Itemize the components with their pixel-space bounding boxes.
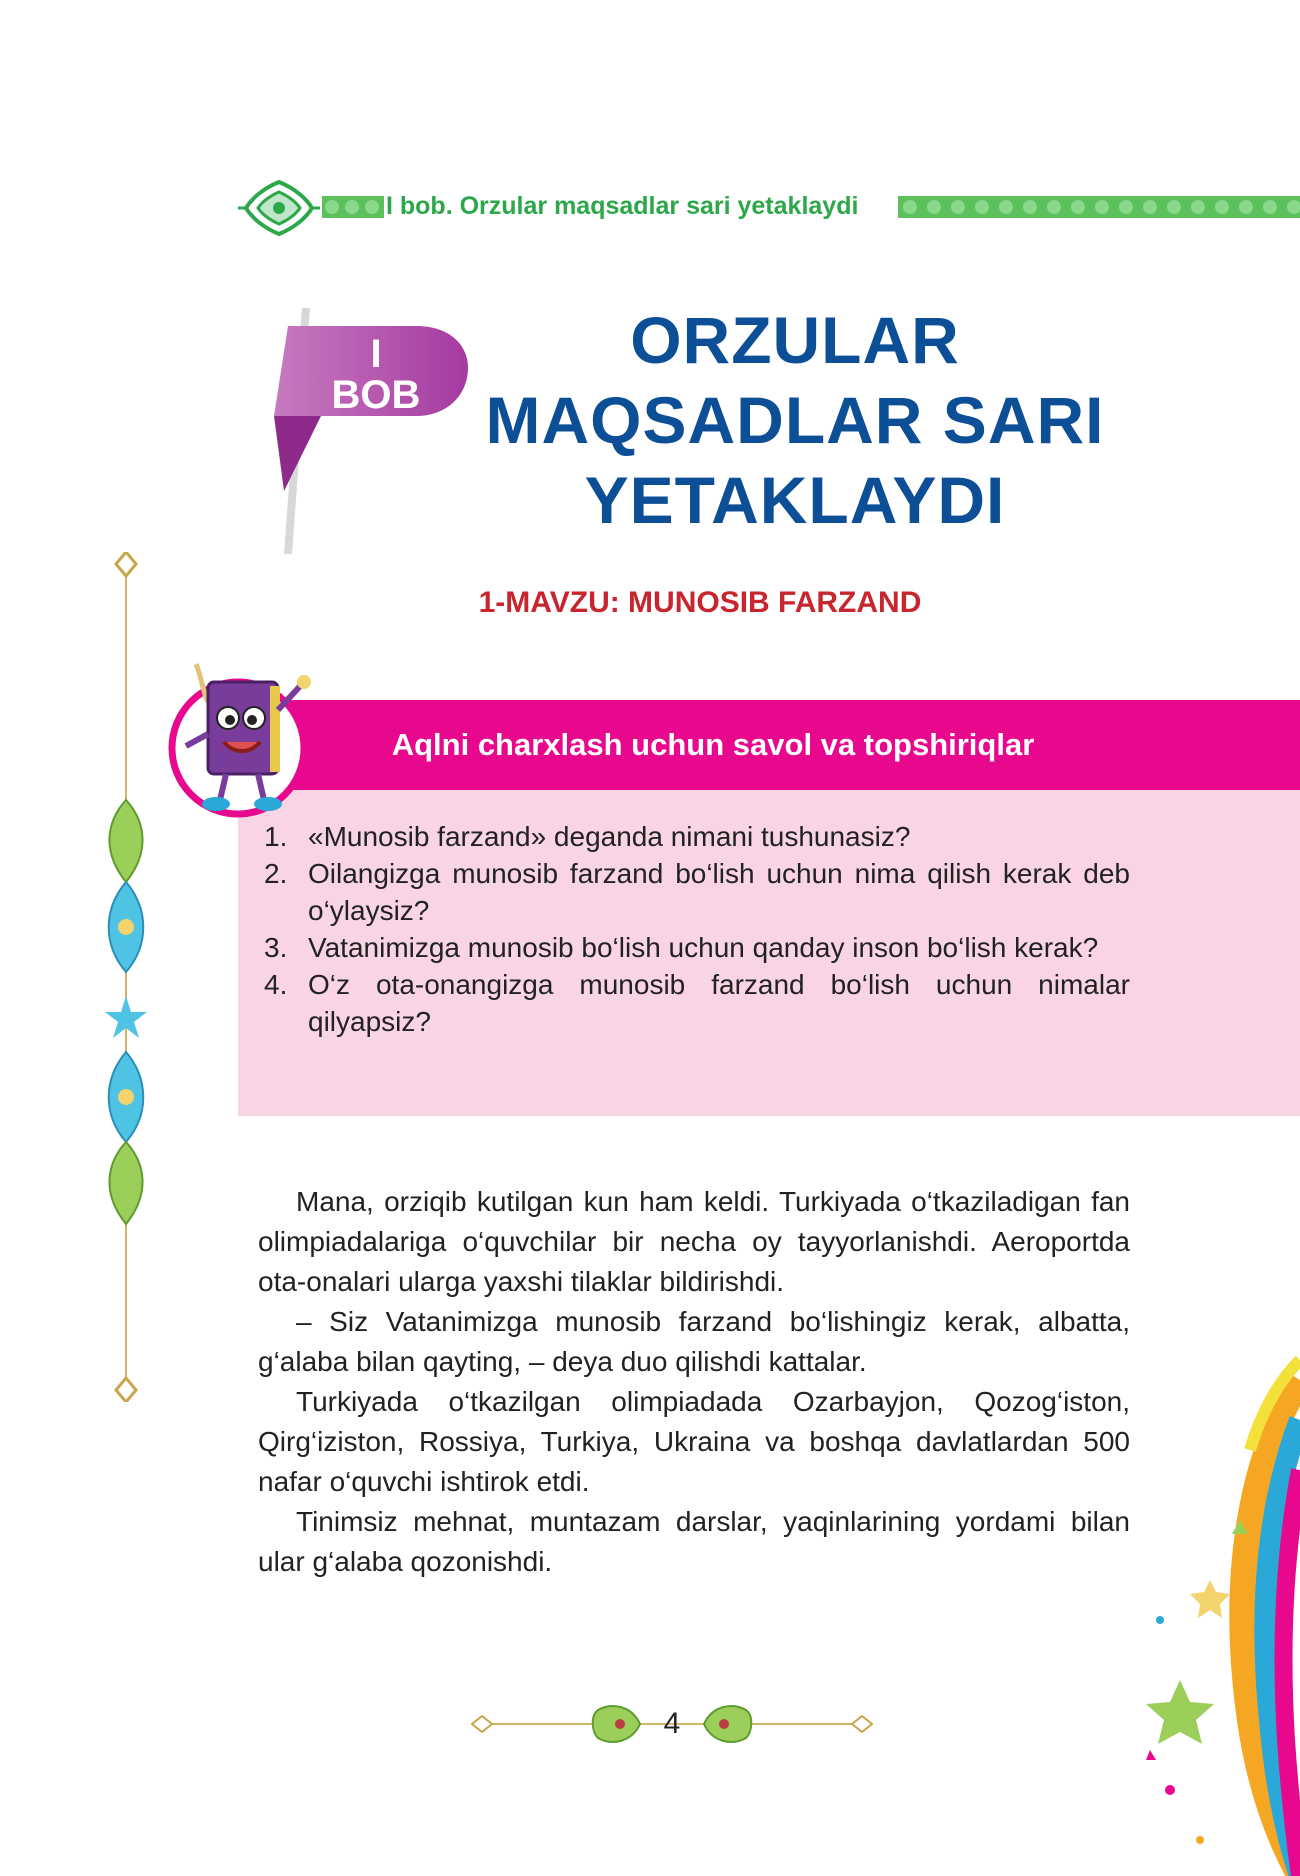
header-chapter-line: I bob. Orzular maqsadlar sari yetaklaydi xyxy=(386,192,859,220)
header-dots-left xyxy=(322,196,384,218)
body-paragraph: Mana, orziqib kutilgan kun ham keldi. Turkiyada o‘tkaziladigan fan olimpiadalariga o‘quvchilar bir necha oy tayyorlanishdi. Aeroportda ota-onalari ularga yaxshi tilaklar bildirishdi. xyxy=(258,1186,1130,1297)
chapter-title-line: ORZULAR xyxy=(630,303,960,377)
question-number: 2. xyxy=(264,858,288,889)
questions-heading: Aqlni charxlash uchun savol va topshiriqlar xyxy=(391,727,1035,762)
body-paragraph: Tinimsiz mehnat, muntazam darslar, yaqinlarining yordami bilan ular g‘alaba qozonishdi. xyxy=(258,1506,1130,1577)
question-text: «Munosib farzand» deganda nimani tushunasiz? xyxy=(308,821,911,852)
questions-list xyxy=(264,818,1130,1040)
page-number: 4 xyxy=(663,1707,681,1740)
book-mascot-icon xyxy=(162,650,322,820)
chapter-tag-roman: I xyxy=(370,332,382,376)
body-text xyxy=(258,1182,1130,1582)
question-item xyxy=(264,818,1130,855)
chapter-title-line: MAQSADLAR SARI xyxy=(485,383,1105,457)
chapter-title xyxy=(470,300,1120,540)
question-item xyxy=(264,929,1130,966)
body-paragraph: – Siz Vatanimizga munosib farzand bo‘lishingiz kerak, albatta, g‘alaba bilan qayting, – deya duo qilishdi kattalar. xyxy=(258,1306,1130,1377)
header-arabesque-ornament-icon xyxy=(236,178,322,238)
question-number: 1. xyxy=(264,821,288,852)
question-text: Vatanimizga munosib bo‘lish uchun qanday inson bo‘lish kerak? xyxy=(308,932,1099,963)
confetti-decoration-icon xyxy=(1140,1320,1300,1876)
header-dots-right xyxy=(898,196,1300,218)
chapter-title-line: YETAKLAYDI xyxy=(584,463,1006,537)
question-number: 3. xyxy=(264,932,288,963)
question-number: 4. xyxy=(264,969,288,1000)
question-text: O‘z ota-onangizga munosib farzand bo‘lish uchun nimalar qilyapsiz? xyxy=(308,969,1130,1037)
vertical-ornament-icon xyxy=(98,552,154,1402)
topic-title: 1-MAVZU: MUNOSIB FARZAND xyxy=(478,586,922,619)
chapter-tag-word: BOB xyxy=(331,373,421,417)
question-item xyxy=(264,855,1130,929)
question-item xyxy=(264,966,1130,1040)
body-paragraph: Turkiyada o‘tkazilgan olimpiadada Ozarbayjon, Qozog‘iston, Qirg‘iziston, Rossiya, Turkiya, Ukraina va boshqa davlatlardan 500 nafar o‘quvchi ishtirok etdi. xyxy=(258,1386,1130,1497)
question-text: Oilangizga munosib farzand bo‘lish uchun nima qilish kerak deb o‘ylaysiz? xyxy=(308,858,1130,926)
